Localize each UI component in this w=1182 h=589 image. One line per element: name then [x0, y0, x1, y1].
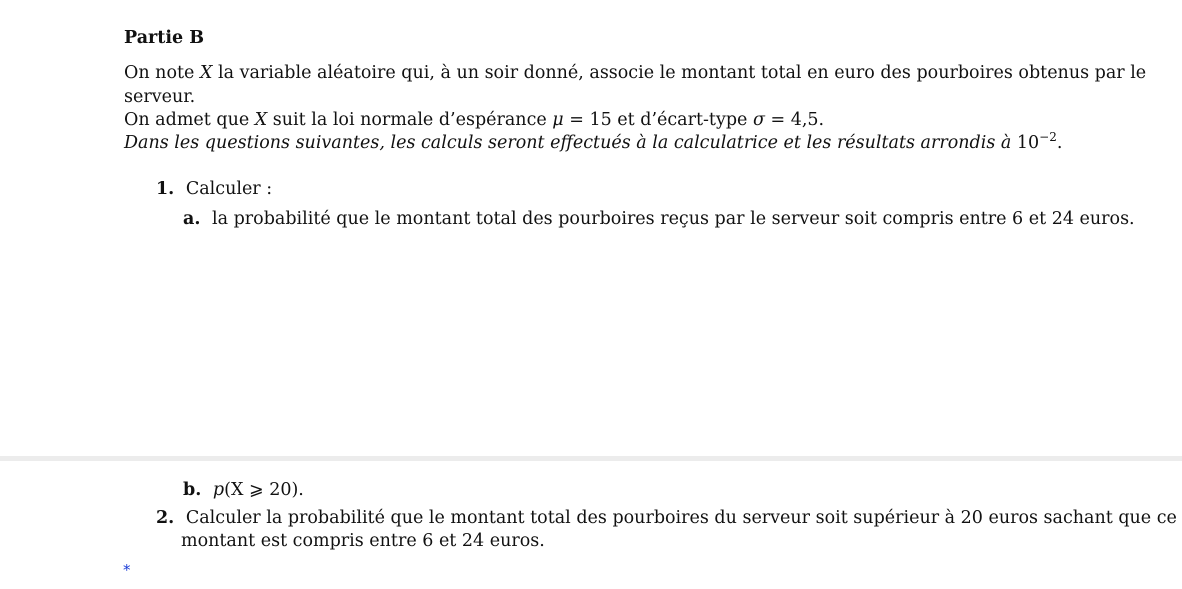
question-2-label: 2. [156, 508, 175, 528]
question-1a [183, 208, 1135, 230]
question-1a-label: a. [183, 209, 201, 229]
intro-line-4: Dans les questions suivantes, les calculs seront effectués à la calculatrice et les résultats arrondis à $10^{-2}$. [124, 130, 1063, 153]
question-1-label: 1. [156, 179, 175, 199]
variable-x: X [199, 63, 213, 83]
intro-line-2: serveur. [124, 87, 196, 107]
question-2-line-2: montant est compris entre 6 et 24 euros. [181, 531, 545, 551]
question-2-line-1: Calculer la probabilité que le montant total des pourboires du serveur soit supérieur à 20 euros sachant que ce [185, 508, 1177, 528]
asterisk-marker: * [123, 561, 131, 579]
mu-symbol: μ [552, 110, 564, 130]
question-2 [156, 507, 1177, 529]
intro-line-3: On admet que X suit la loi normale d’espérance μ = 15 et d’écart-type σ = 4,5. [124, 110, 825, 130]
question-1b [183, 479, 304, 501]
section-title: Partie B [124, 28, 204, 48]
sigma-symbol: σ [752, 110, 765, 130]
question-1b-label: b. [183, 480, 202, 500]
intro-line-1: On note X la variable aléatoire qui, à un soir donné, associe le montant total en euro des pourboires obtenus par le [124, 63, 1147, 83]
question-1-text: Calculer : [185, 179, 273, 199]
question-1a-text: la probabilité que le montant total des pourboires reçus par le serveur soit compris entre 6 et 24 euros. [212, 209, 1135, 229]
question-1b-text: p(X ⩾ 20). [212, 480, 304, 500]
question-1 [156, 178, 272, 200]
